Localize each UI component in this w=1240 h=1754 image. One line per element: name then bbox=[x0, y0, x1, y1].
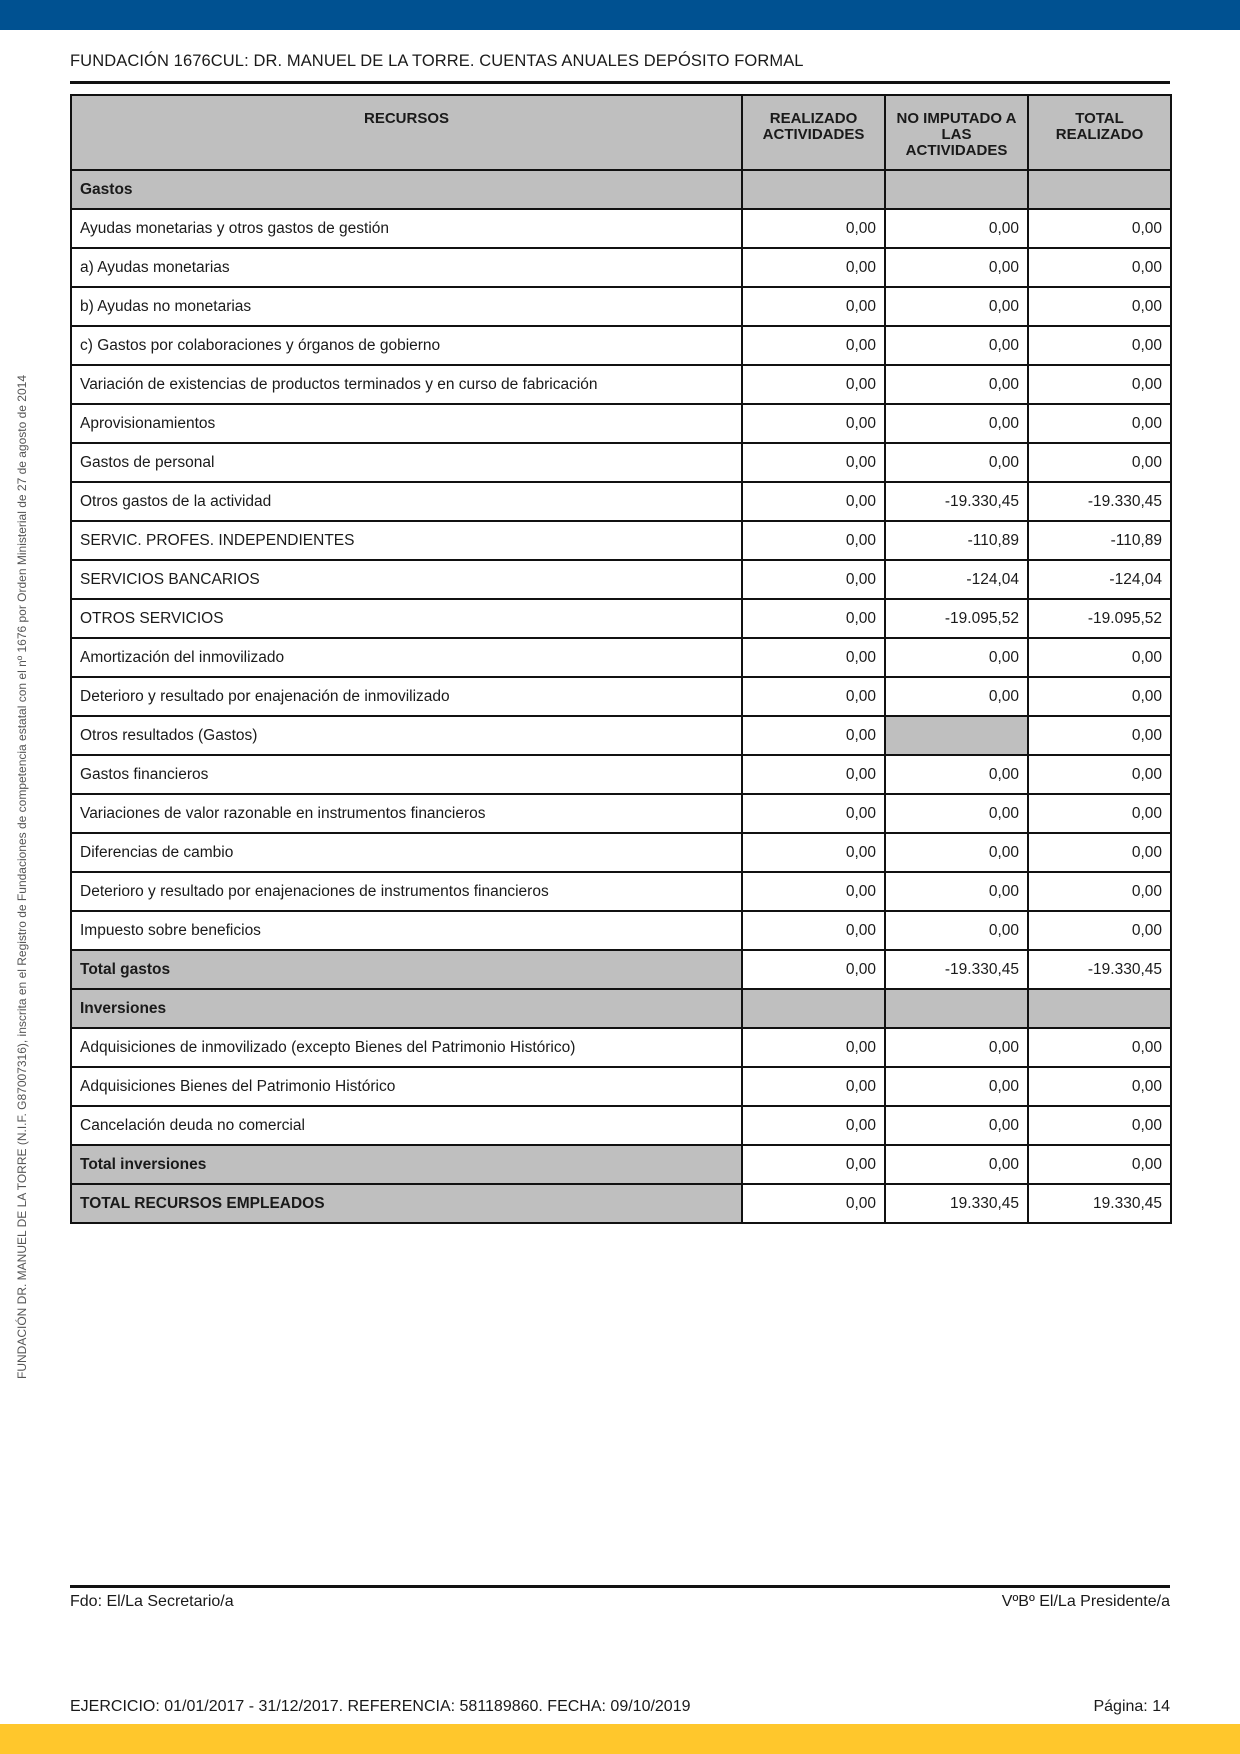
cell-no-imputado: 0,00 bbox=[885, 248, 1028, 287]
cell-total-realizado: 0,00 bbox=[1028, 1145, 1171, 1184]
row-label: TOTAL RECURSOS EMPLEADOS bbox=[71, 1184, 742, 1223]
cell-realizado-actividades: 0,00 bbox=[742, 677, 885, 716]
table-row bbox=[71, 521, 1171, 560]
row-label: b) Ayudas no monetarias bbox=[71, 287, 742, 326]
president-signature-label: VºBº El/La Presidente/a bbox=[1001, 1593, 1170, 1610]
table-row bbox=[71, 833, 1171, 872]
cell-realizado-actividades: 0,00 bbox=[742, 1184, 885, 1223]
cell-total-realizado: -110,89 bbox=[1028, 521, 1171, 560]
cell-realizado-actividades: 0,00 bbox=[742, 443, 885, 482]
cell-total-realizado: 0,00 bbox=[1028, 755, 1171, 794]
cell-no-imputado: 19.330,45 bbox=[885, 1184, 1028, 1223]
signature-divider bbox=[70, 1585, 1170, 1588]
cell-realizado-actividades: 0,00 bbox=[742, 1145, 885, 1184]
cell-total-realizado: 0,00 bbox=[1028, 794, 1171, 833]
cell-realizado-actividades: 0,00 bbox=[742, 248, 885, 287]
cell-realizado-actividades bbox=[742, 170, 885, 209]
cell-no-imputado: 0,00 bbox=[885, 911, 1028, 950]
cell-realizado-actividades: 0,00 bbox=[742, 287, 885, 326]
cell-realizado-actividades: 0,00 bbox=[742, 365, 885, 404]
table-row bbox=[71, 326, 1171, 365]
cell-no-imputado: 0,00 bbox=[885, 365, 1028, 404]
cell-realizado-actividades: 0,00 bbox=[742, 755, 885, 794]
row-label: Total inversiones bbox=[71, 1145, 742, 1184]
cell-realizado-actividades: 0,00 bbox=[742, 872, 885, 911]
footer-exercise-info: EJERCICIO: 01/01/2017 - 31/12/2017. REFERENCIA: 581189860. FECHA: 09/10/2019 bbox=[70, 1698, 691, 1715]
table-row bbox=[71, 482, 1171, 521]
document-title: FUNDACIÓN 1676CUL: DR. MANUEL DE LA TORRE. CUENTAS ANUALES DEPÓSITO FORMAL bbox=[70, 52, 804, 70]
cell-realizado-actividades: 0,00 bbox=[742, 911, 885, 950]
cell-total-realizado: 0,00 bbox=[1028, 911, 1171, 950]
secretary-signature-label: Fdo: El/La Secretario/a bbox=[70, 1593, 234, 1610]
row-label: Adquisiciones Bienes del Patrimonio Histórico bbox=[71, 1067, 742, 1106]
page-number: Página: 14 bbox=[1093, 1698, 1170, 1715]
column-header-recursos: RECURSOS bbox=[71, 95, 742, 170]
cell-no-imputado: 0,00 bbox=[885, 677, 1028, 716]
cell-no-imputado: 0,00 bbox=[885, 638, 1028, 677]
table-row bbox=[71, 1028, 1171, 1067]
cell-realizado-actividades: 0,00 bbox=[742, 209, 885, 248]
cell-no-imputado bbox=[885, 716, 1028, 755]
cell-total-realizado: -19.330,45 bbox=[1028, 950, 1171, 989]
row-label: Deterioro y resultado por enajenaciones de instrumentos financieros bbox=[71, 872, 742, 911]
row-label: SERVICIOS BANCARIOS bbox=[71, 560, 742, 599]
cell-realizado-actividades: 0,00 bbox=[742, 599, 885, 638]
row-label: Amortización del inmovilizado bbox=[71, 638, 742, 677]
cell-total-realizado: 0,00 bbox=[1028, 443, 1171, 482]
cell-no-imputado: 0,00 bbox=[885, 1145, 1028, 1184]
cell-realizado-actividades: 0,00 bbox=[742, 1106, 885, 1145]
cell-total-realizado: 0,00 bbox=[1028, 872, 1171, 911]
row-label: Gastos de personal bbox=[71, 443, 742, 482]
column-header-total-realizado: TOTAL REALIZADO bbox=[1028, 95, 1171, 170]
total-row bbox=[71, 1184, 1171, 1223]
row-label: Diferencias de cambio bbox=[71, 833, 742, 872]
table-row bbox=[71, 755, 1171, 794]
row-label: Deterioro y resultado por enajenación de inmovilizado bbox=[71, 677, 742, 716]
cell-no-imputado: -110,89 bbox=[885, 521, 1028, 560]
cell-realizado-actividades: 0,00 bbox=[742, 482, 885, 521]
row-label: Variación de existencias de productos terminados y en curso de fabricación bbox=[71, 365, 742, 404]
table-row bbox=[71, 404, 1171, 443]
cell-total-realizado: 0,00 bbox=[1028, 248, 1171, 287]
cell-total-realizado: 0,00 bbox=[1028, 326, 1171, 365]
cell-no-imputado: 0,00 bbox=[885, 755, 1028, 794]
row-label: Inversiones bbox=[71, 989, 742, 1028]
cell-realizado-actividades: 0,00 bbox=[742, 794, 885, 833]
cell-no-imputado: 0,00 bbox=[885, 1106, 1028, 1145]
cell-no-imputado: 0,00 bbox=[885, 326, 1028, 365]
table-row bbox=[71, 248, 1171, 287]
table-row bbox=[71, 560, 1171, 599]
table-row bbox=[71, 365, 1171, 404]
cell-no-imputado: 0,00 bbox=[885, 794, 1028, 833]
section-row bbox=[71, 170, 1171, 209]
total-row bbox=[71, 950, 1171, 989]
cell-no-imputado: 0,00 bbox=[885, 443, 1028, 482]
cell-no-imputado: 0,00 bbox=[885, 833, 1028, 872]
cell-total-realizado: 0,00 bbox=[1028, 1028, 1171, 1067]
row-label: Gastos financieros bbox=[71, 755, 742, 794]
table-row bbox=[71, 872, 1171, 911]
cell-realizado-actividades: 0,00 bbox=[742, 521, 885, 560]
row-label: c) Gastos por colaboraciones y órganos de gobierno bbox=[71, 326, 742, 365]
cell-realizado-actividades: 0,00 bbox=[742, 950, 885, 989]
table-header-row bbox=[71, 95, 1171, 170]
cell-no-imputado: -19.095,52 bbox=[885, 599, 1028, 638]
table-row bbox=[71, 638, 1171, 677]
row-label: SERVIC. PROFES. INDEPENDIENTES bbox=[71, 521, 742, 560]
table-row bbox=[71, 287, 1171, 326]
cell-realizado-actividades: 0,00 bbox=[742, 716, 885, 755]
table-row bbox=[71, 794, 1171, 833]
row-label: Otros resultados (Gastos) bbox=[71, 716, 742, 755]
cell-no-imputado: -124,04 bbox=[885, 560, 1028, 599]
total-row bbox=[71, 1145, 1171, 1184]
cell-realizado-actividades: 0,00 bbox=[742, 1067, 885, 1106]
cell-total-realizado bbox=[1028, 989, 1171, 1028]
cell-no-imputado: 0,00 bbox=[885, 1067, 1028, 1106]
row-label: Adquisiciones de inmovilizado (excepto Bienes del Patrimonio Histórico) bbox=[71, 1028, 742, 1067]
cell-total-realizado: 0,00 bbox=[1028, 677, 1171, 716]
table-row bbox=[71, 1067, 1171, 1106]
cell-total-realizado: 0,00 bbox=[1028, 716, 1171, 755]
table-row bbox=[71, 1106, 1171, 1145]
row-label: Otros gastos de la actividad bbox=[71, 482, 742, 521]
cell-no-imputado: 0,00 bbox=[885, 1028, 1028, 1067]
cell-total-realizado: 0,00 bbox=[1028, 1106, 1171, 1145]
cell-total-realizado: 0,00 bbox=[1028, 1067, 1171, 1106]
row-label: a) Ayudas monetarias bbox=[71, 248, 742, 287]
row-label: Total gastos bbox=[71, 950, 742, 989]
cell-realizado-actividades: 0,00 bbox=[742, 560, 885, 599]
cell-total-realizado: 19.330,45 bbox=[1028, 1184, 1171, 1223]
vertical-side-note: FUNDACIÓN DR. MANUEL DE LA TORRE (N.I.F. G87007316), inscrita en el Registro de Fundaciones de competencia estatal con el nº 1676 por Orden Ministerial de 27 de agosto de 2014 bbox=[15, 375, 29, 1379]
row-label: OTROS SERVICIOS bbox=[71, 599, 742, 638]
top-color-band bbox=[0, 0, 1240, 30]
table-row bbox=[71, 911, 1171, 950]
title-divider bbox=[70, 81, 1170, 84]
column-header-realizado-actividades: REALIZADO ACTIVIDADES bbox=[742, 95, 885, 170]
cell-total-realizado: -19.330,45 bbox=[1028, 482, 1171, 521]
table-row bbox=[71, 443, 1171, 482]
row-label: Cancelación deuda no comercial bbox=[71, 1106, 742, 1145]
row-label: Ayudas monetarias y otros gastos de gestión bbox=[71, 209, 742, 248]
cell-no-imputado: 0,00 bbox=[885, 287, 1028, 326]
cell-total-realizado: 0,00 bbox=[1028, 287, 1171, 326]
cell-realizado-actividades: 0,00 bbox=[742, 638, 885, 677]
table-row bbox=[71, 716, 1171, 755]
cell-realizado-actividades bbox=[742, 989, 885, 1028]
cell-no-imputado bbox=[885, 989, 1028, 1028]
row-label: Gastos bbox=[71, 170, 742, 209]
table-row bbox=[71, 209, 1171, 248]
table-row bbox=[71, 599, 1171, 638]
cell-no-imputado: 0,00 bbox=[885, 872, 1028, 911]
cell-total-realizado: 0,00 bbox=[1028, 209, 1171, 248]
cell-total-realizado: -19.095,52 bbox=[1028, 599, 1171, 638]
cell-no-imputado: -19.330,45 bbox=[885, 482, 1028, 521]
cell-no-imputado: -19.330,45 bbox=[885, 950, 1028, 989]
table-row bbox=[71, 677, 1171, 716]
cell-total-realizado: 0,00 bbox=[1028, 833, 1171, 872]
cell-no-imputado: 0,00 bbox=[885, 209, 1028, 248]
row-label: Impuesto sobre beneficios bbox=[71, 911, 742, 950]
cell-total-realizado: 0,00 bbox=[1028, 638, 1171, 677]
row-label: Aprovisionamientos bbox=[71, 404, 742, 443]
cell-realizado-actividades: 0,00 bbox=[742, 326, 885, 365]
table-body bbox=[71, 170, 1171, 1223]
row-label: Variaciones de valor razonable en instrumentos financieros bbox=[71, 794, 742, 833]
resources-table bbox=[70, 94, 1172, 1224]
section-row bbox=[71, 989, 1171, 1028]
cell-total-realizado: 0,00 bbox=[1028, 404, 1171, 443]
cell-no-imputado bbox=[885, 170, 1028, 209]
cell-total-realizado: 0,00 bbox=[1028, 365, 1171, 404]
bottom-color-band bbox=[0, 1724, 1240, 1754]
cell-realizado-actividades: 0,00 bbox=[742, 404, 885, 443]
cell-total-realizado: -124,04 bbox=[1028, 560, 1171, 599]
column-header-no-imputado: NO IMPUTADO A LAS ACTIVIDADES bbox=[885, 95, 1028, 170]
cell-realizado-actividades: 0,00 bbox=[742, 833, 885, 872]
cell-total-realizado bbox=[1028, 170, 1171, 209]
cell-realizado-actividades: 0,00 bbox=[742, 1028, 885, 1067]
cell-no-imputado: 0,00 bbox=[885, 404, 1028, 443]
